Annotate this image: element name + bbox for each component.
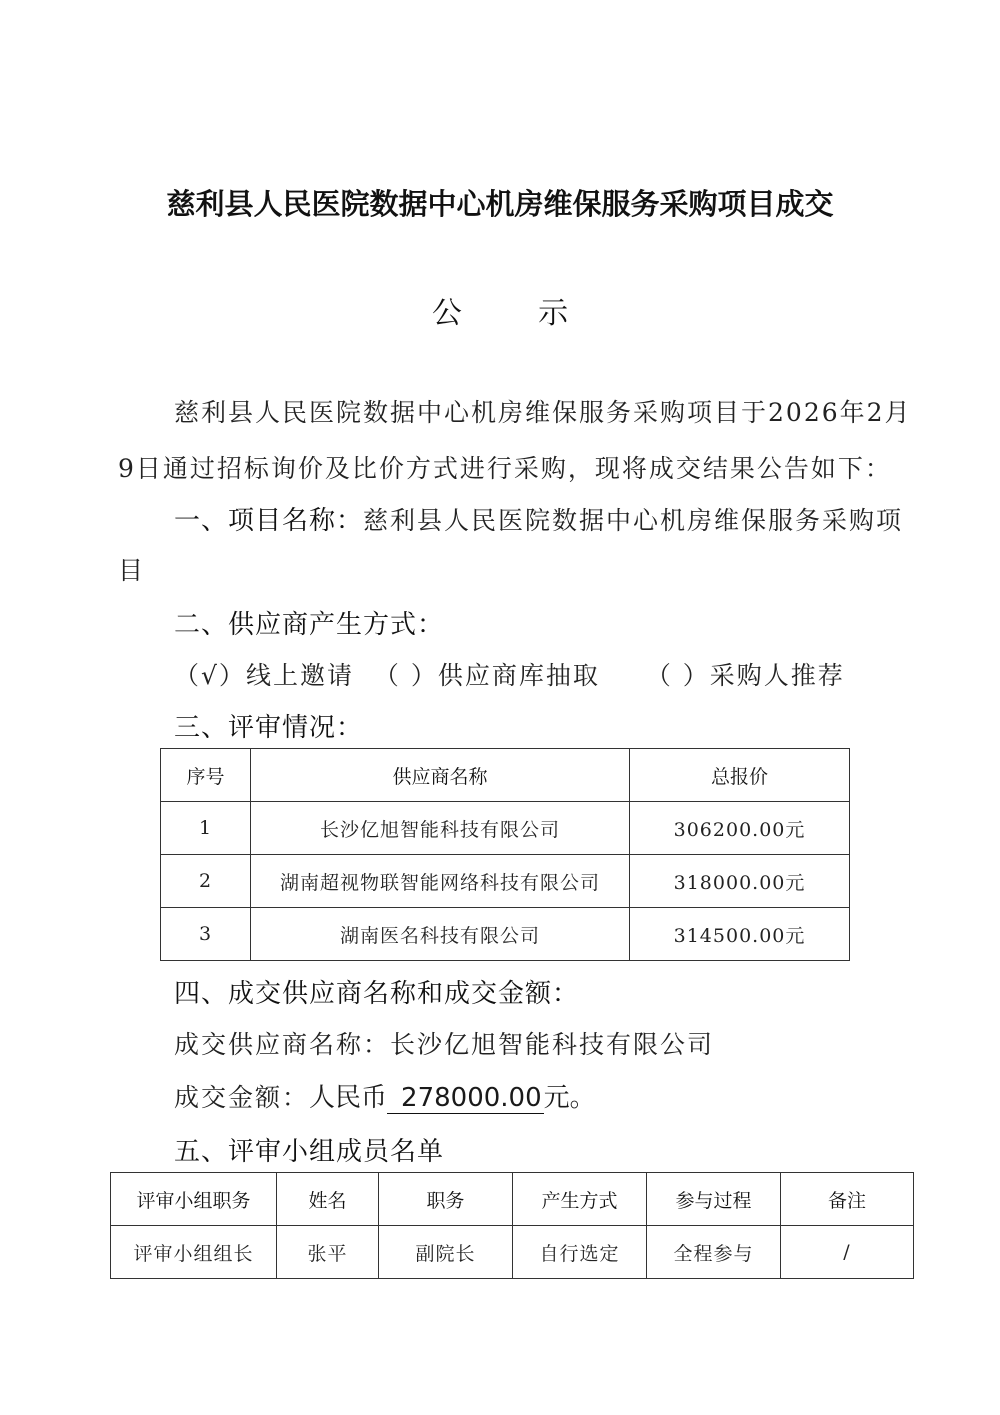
project-name-value-cont: 目	[118, 556, 146, 585]
winning-amount-label: 成交金额：	[174, 1083, 310, 1112]
section1-line	[174, 500, 903, 537]
winning-amount-value: 278000.00	[387, 1083, 544, 1114]
option-label: 采购人推荐	[709, 661, 845, 690]
cell-name: 张平	[277, 1226, 379, 1279]
cell-price: 318000.00元	[630, 855, 850, 908]
option-mark: （ ）	[645, 661, 710, 690]
amount-prefix: 人民币	[309, 1083, 388, 1113]
cell-index: 2	[161, 855, 251, 908]
col-header-price: 总报价	[630, 749, 850, 802]
col-header-name: 姓名	[277, 1173, 379, 1226]
panel-members-table	[110, 1172, 914, 1279]
winning-supplier-label: 成交供应商名称：	[174, 1030, 391, 1059]
table-row	[161, 802, 850, 855]
document-title-line2: 公 示	[431, 296, 569, 331]
intro-line-1: 慈利县人民医院数据中心机房维保服务采购项目于2026年2月	[174, 398, 912, 427]
cell-price: 314500.00元	[630, 908, 850, 961]
col-header-supplier: 供应商名称	[251, 749, 630, 802]
table-row	[161, 855, 850, 908]
option-label: 供应商库抽取	[437, 661, 600, 690]
col-header-remarks: 备注	[781, 1173, 914, 1226]
cell-supplier: 湖南医名科技有限公司	[251, 908, 630, 961]
option-label: 线上邀请	[245, 661, 354, 690]
col-header-title: 职务	[379, 1173, 513, 1226]
cell-selection: 自行选定	[513, 1226, 647, 1279]
cell-title: 副院长	[379, 1226, 513, 1279]
cell-panel-role: 评审小组组长	[111, 1226, 277, 1279]
table-header-row	[161, 749, 850, 802]
winning-amount-line	[174, 1077, 596, 1114]
intro-line-2: 9日通过招标询价及比价方式进行采购，现将成交结果公告如下：	[118, 454, 892, 483]
table-row	[111, 1226, 914, 1279]
col-header-panel-role: 评审小组职务	[111, 1173, 277, 1226]
evaluation-table	[160, 748, 850, 961]
winning-supplier-value: 长沙亿旭智能科技有限公司	[390, 1030, 715, 1059]
cell-supplier: 湖南超视物联智能网络科技有限公司	[251, 855, 630, 908]
option-mark: （ ）	[373, 661, 438, 690]
section4-heading: 四、成交供应商名称和成交金额：	[174, 979, 580, 1009]
winning-supplier-line	[174, 1025, 714, 1061]
cell-index: 1	[161, 802, 251, 855]
cell-remarks: /	[781, 1226, 914, 1279]
cell-index: 3	[161, 908, 251, 961]
document-title-line1: 慈利县人民医院数据中心机房维保服务采购项目成交	[166, 187, 834, 221]
section1-heading: 一、项目名称：	[174, 506, 364, 536]
project-name-value: 慈利县人民医院数据中心机房维保服务采购项	[363, 506, 904, 535]
option-mark: （√）	[174, 661, 246, 690]
col-header-index: 序号	[161, 749, 251, 802]
col-header-selection: 产生方式	[513, 1173, 647, 1226]
option-buyer-recommend	[646, 661, 845, 690]
supplier-method-options	[174, 656, 845, 692]
col-header-participation: 参与过程	[647, 1173, 781, 1226]
option-supplier-library	[374, 661, 600, 690]
section2-heading: 二、供应商产生方式：	[174, 610, 445, 640]
option-online-invite	[174, 661, 354, 690]
cell-price: 306200.00元	[630, 802, 850, 855]
amount-suffix: 元。	[543, 1083, 596, 1113]
section3-heading: 三、评审情况：	[174, 713, 364, 743]
section5-heading: 五、评审小组成员名单	[174, 1137, 445, 1167]
cell-participation: 全程参与	[647, 1226, 781, 1279]
table-row	[161, 908, 850, 961]
table-header-row	[111, 1173, 914, 1226]
cell-supplier: 长沙亿旭智能科技有限公司	[251, 802, 630, 855]
